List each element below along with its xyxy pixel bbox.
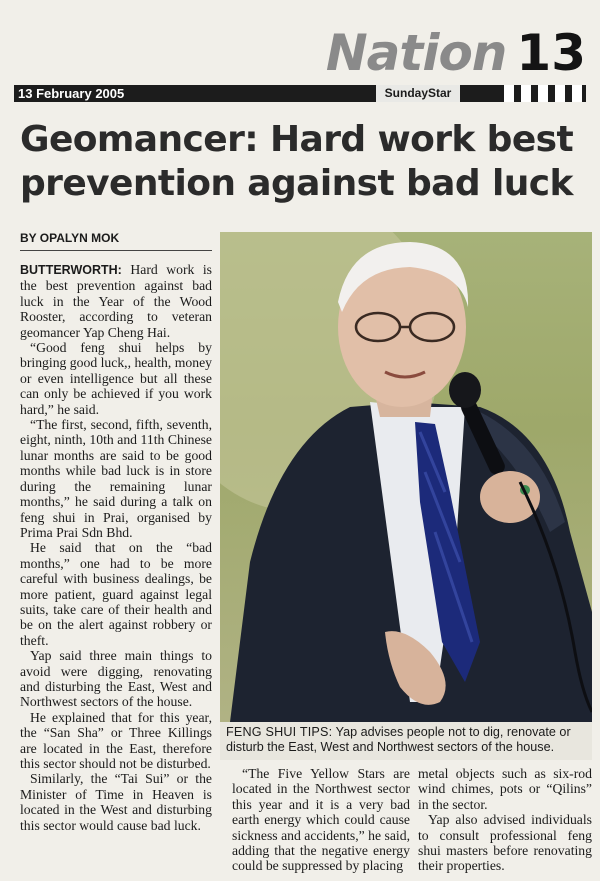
article-column-3 xyxy=(418,766,592,874)
portrait-photo xyxy=(220,232,592,722)
page-number: 13 xyxy=(516,24,586,82)
paragraph: Yap also advised individuals to consult professional feng shui masters before renovating their properties. xyxy=(418,812,592,874)
paragraph: Yap said three main things to avoid were digging, renovating and disturbing the East, West and Northwest sectors of the house. xyxy=(20,648,212,710)
paragraph: “Good feng shui helps by bringing good luck,, health, money or even intelligence but all these can only be achieved if you work hard,” he said. xyxy=(20,340,212,417)
section-header xyxy=(325,24,586,82)
paragraph: BUTTERWORTH: Hard work is the best prevention against bad luck in the Year of the Wood Rooster, according to veteran geomancer Yap Cheng Hai. xyxy=(20,262,212,340)
section-name: Nation xyxy=(325,24,507,82)
photo-caption xyxy=(220,722,592,760)
paper-name: SundayStar xyxy=(376,85,460,102)
date-bar xyxy=(14,85,586,102)
caption-label: FENG SHUI TIPS: xyxy=(226,725,333,739)
headline-line-2: prevention against bad luck xyxy=(20,163,573,204)
decorative-blocks xyxy=(504,85,586,102)
article-column-2 xyxy=(232,766,410,874)
paragraph: “The first, second, fifth, seventh, eight, ninth, 10th and 11th Chinese lunar months are said to be good months while bad luck is in store during the remaining lunar months,” he said during a talk on feng shui in Prai, organised by Prima Prai Sdn Bhd. xyxy=(20,417,212,540)
paragraph: “The Five Yellow Stars are located in the Northwest sector this year and it is a very bad earth energy which could cause sickness and accidents,” he said, adding that the negative energy could be suppressed by placing xyxy=(232,766,410,874)
portrait-illustration xyxy=(220,232,592,722)
byline: BY OPALYN MOK xyxy=(20,231,212,251)
paragraph: He explained that for this year, the “San Sha” or Three Killings are located in the East, therefore this sector should not be disturbed. xyxy=(20,709,212,771)
headline xyxy=(20,118,580,206)
paragraph: Similarly, the “Tai Sui” or the Minister of Time in Heaven is located in the West and disturbing this sector would cause bad luck. xyxy=(20,771,212,833)
dateline: BUTTERWORTH: xyxy=(20,263,122,277)
issue-date: 13 February 2005 xyxy=(18,86,125,101)
article-column-1 xyxy=(20,262,212,877)
headline-line-1: Geomancer: Hard work best xyxy=(20,119,574,160)
paragraph: metal objects such as six-rod wind chimes, pots or “Qilins” in the sector. xyxy=(418,766,592,812)
paragraph: He said that on the “bad months,” one had to be more careful with business dealings, be more patient, guard against legal suits, take care of their health and be on the alert against robbery or theft. xyxy=(20,540,212,648)
caption-text: Yap advises people not to dig, renovate or disturb the East, West and Northwest sectors of the house. xyxy=(226,725,571,754)
